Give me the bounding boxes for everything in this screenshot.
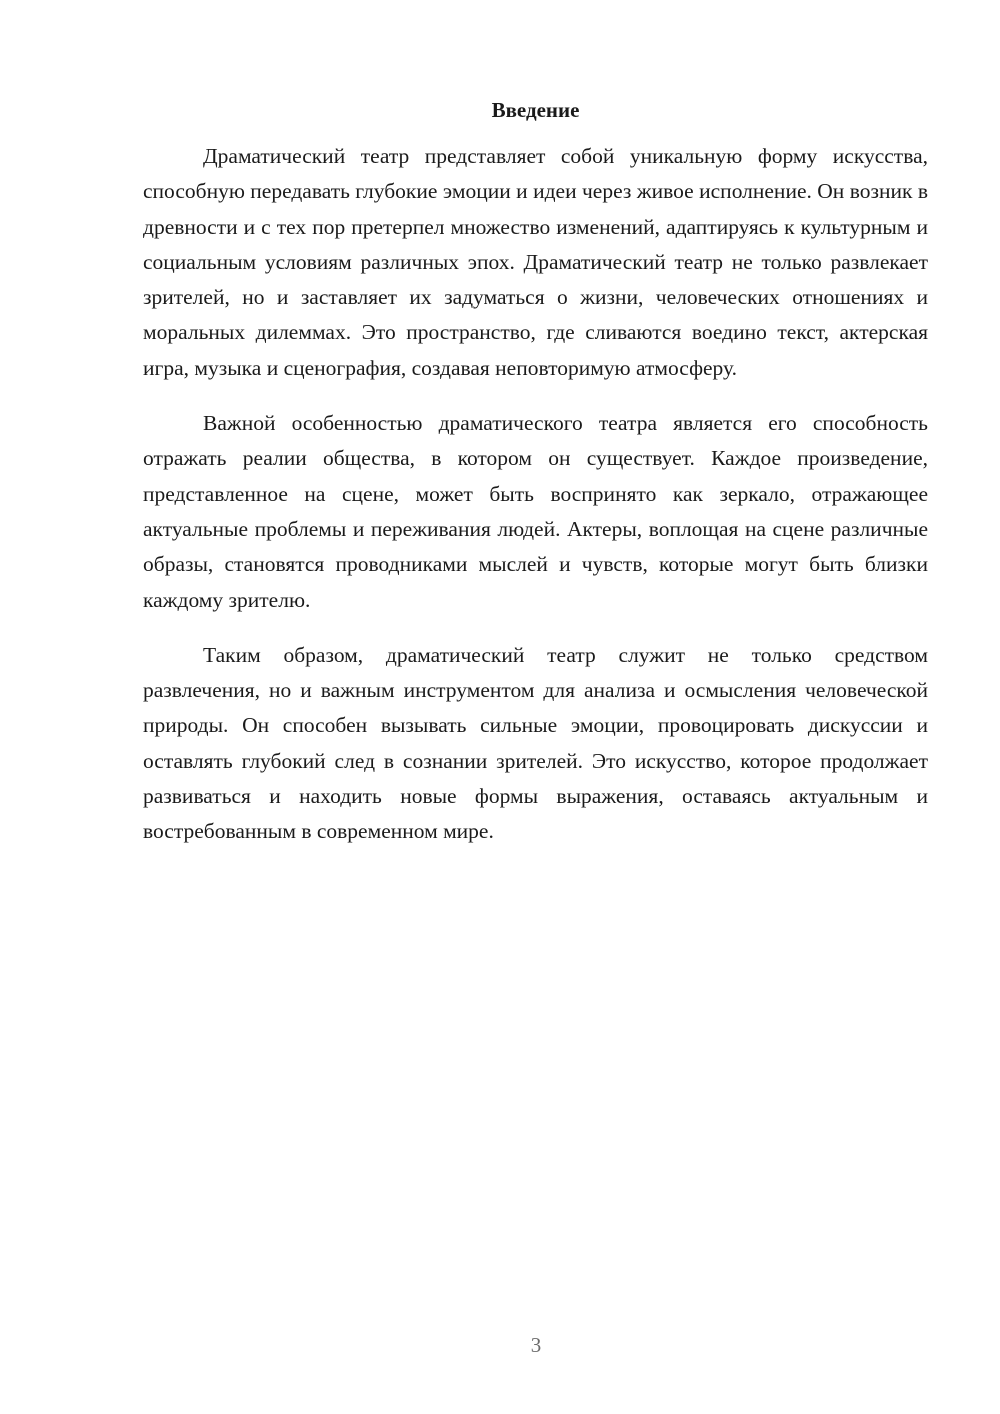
- paragraph-2: Важной особенностью драматического театра является его способность отражать реалии общества, в котором он существует. Каждое произведение, представленное на сцене, может быть воспринято как зеркало, отражающее актуальные проблемы и переживания людей. Актеры, воплощая на сцене различные образы, становятся проводниками мыслей и чувств, которые могут быть близки каждому зрителю.: [143, 411, 928, 612]
- page-number: 3: [530, 1333, 542, 1357]
- paragraph-1: Драматический театр представляет собой уникальную форму искусства, способную передавать глубокие эмоции и идеи через живое исполнение. Он возник в древности и с тех пор претерпел множество изменений, адаптируясь к культурным и социальным условиям различных эпох. Драматический театр не только развлекает зрителей, но и заставляет их задуматься о жизни, человеческих отношениях и моральных дилеммах. Это пространство, где сливаются воедино текст, актерская игра, музыка и сценография, создавая неповторимую атмосферу.: [143, 144, 928, 380]
- paragraph-3: Таким образом, драматический театр служит не только средством развлечения, но и важным инструментом для анализа и осмысления человеческой природы. Он способен вызывать сильные эмоции, провоцировать дискуссии и оставлять глубокий след в сознании зрителей. Это искусство, которое продолжает развиваться и находить новые формы выражения, оставаясь актуальным и востребованным в современном мире.: [143, 642, 928, 844]
- section-heading: Введение: [491, 98, 580, 122]
- page-content: [143, 95, 928, 870]
